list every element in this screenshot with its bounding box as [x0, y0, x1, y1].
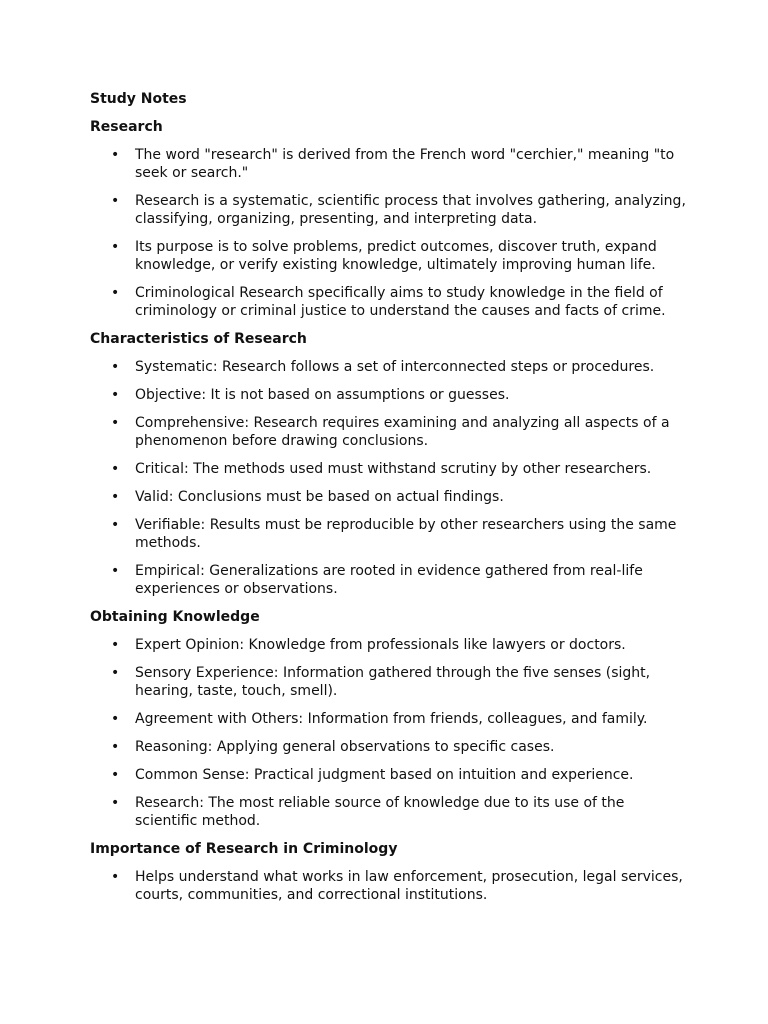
list-item	[90, 488, 690, 506]
bullet-icon: •	[111, 461, 120, 477]
list-item	[90, 358, 690, 376]
list-item	[90, 738, 690, 756]
list-item-text: Sensory Experience: Information gathered through the five senses (sight, hearing, taste, touch, smell).	[135, 665, 651, 699]
list-item-text: Valid: Conclusions must be based on actual findings.	[135, 489, 504, 505]
list-item-text: Research: The most reliable source of knowledge due to its use of the scientific method.	[135, 795, 625, 829]
list-item	[90, 414, 690, 450]
bullet-list	[90, 868, 690, 904]
bullet-icon: •	[111, 739, 120, 755]
list-item	[90, 636, 690, 654]
list-item-text: Comprehensive: Research requires examining and analyzing all aspects of a phenomenon before drawing conclusions.	[135, 415, 670, 449]
bullet-icon: •	[111, 869, 120, 885]
list-item-text: Empirical: Generalizations are rooted in evidence gathered from real-life experiences or observations.	[135, 563, 643, 597]
sections-container	[90, 118, 690, 904]
list-item-text: Objective: It is not based on assumptions or guesses.	[135, 387, 510, 403]
bullet-icon: •	[111, 193, 120, 209]
bullet-icon: •	[111, 637, 120, 653]
section-heading: Characteristics of Research	[90, 331, 307, 347]
document-page	[90, 90, 690, 914]
list-item	[90, 192, 690, 228]
bullet-icon: •	[111, 665, 120, 681]
list-item-text: Its purpose is to solve problems, predict outcomes, discover truth, expand knowledge, or verify existing knowledge, ultimately improving human life.	[135, 239, 657, 273]
list-item	[90, 562, 690, 598]
bullet-icon: •	[111, 285, 120, 301]
list-item-text: Agreement with Others: Information from friends, colleagues, and family.	[135, 711, 648, 727]
list-item	[90, 516, 690, 552]
list-item	[90, 238, 690, 274]
list-item	[90, 460, 690, 478]
document-title: Study Notes	[90, 91, 187, 107]
bullet-icon: •	[111, 415, 120, 431]
list-item-text: Verifiable: Results must be reproducible by other researchers using the same methods.	[135, 517, 677, 551]
bullet-list	[90, 146, 690, 320]
list-item	[90, 794, 690, 830]
list-item	[90, 146, 690, 182]
section-heading: Research	[90, 119, 163, 135]
bullet-icon: •	[111, 711, 120, 727]
list-item-text: Helps understand what works in law enforcement, prosecution, legal services, courts, communities, and correctional institutions.	[135, 869, 683, 903]
list-item	[90, 766, 690, 784]
section-heading: Obtaining Knowledge	[90, 609, 260, 625]
list-item	[90, 284, 690, 320]
bullet-icon: •	[111, 147, 120, 163]
list-item-text: Critical: The methods used must withstand scrutiny by other researchers.	[135, 461, 652, 477]
list-item	[90, 664, 690, 700]
bullet-list	[90, 636, 690, 830]
list-item-text: Reasoning: Applying general observations to specific cases.	[135, 739, 555, 755]
bullet-icon: •	[111, 795, 120, 811]
list-item-text: Expert Opinion: Knowledge from professionals like lawyers or doctors.	[135, 637, 626, 653]
list-item-text: Common Sense: Practical judgment based on intuition and experience.	[135, 767, 634, 783]
list-item	[90, 386, 690, 404]
bullet-icon: •	[111, 767, 120, 783]
list-item-text: Systematic: Research follows a set of interconnected steps or procedures.	[135, 359, 655, 375]
list-item-text: Criminological Research specifically aims to study knowledge in the field of criminology or criminal justice to understand the causes and facts of crime.	[135, 285, 666, 319]
bullet-list	[90, 358, 690, 598]
bullet-icon: •	[111, 359, 120, 375]
bullet-icon: •	[111, 489, 120, 505]
list-item	[90, 868, 690, 904]
bullet-icon: •	[111, 563, 120, 579]
section-heading: Importance of Research in Criminology	[90, 841, 398, 857]
bullet-icon: •	[111, 387, 120, 403]
list-item-text: The word "research" is derived from the French word "cerchier," meaning "to seek or search."	[135, 147, 675, 181]
bullet-icon: •	[111, 517, 120, 533]
list-item-text: Research is a systematic, scientific process that involves gathering, analyzing, classifying, organizing, presenting, and interpreting data.	[135, 193, 686, 227]
bullet-icon: •	[111, 239, 120, 255]
list-item	[90, 710, 690, 728]
